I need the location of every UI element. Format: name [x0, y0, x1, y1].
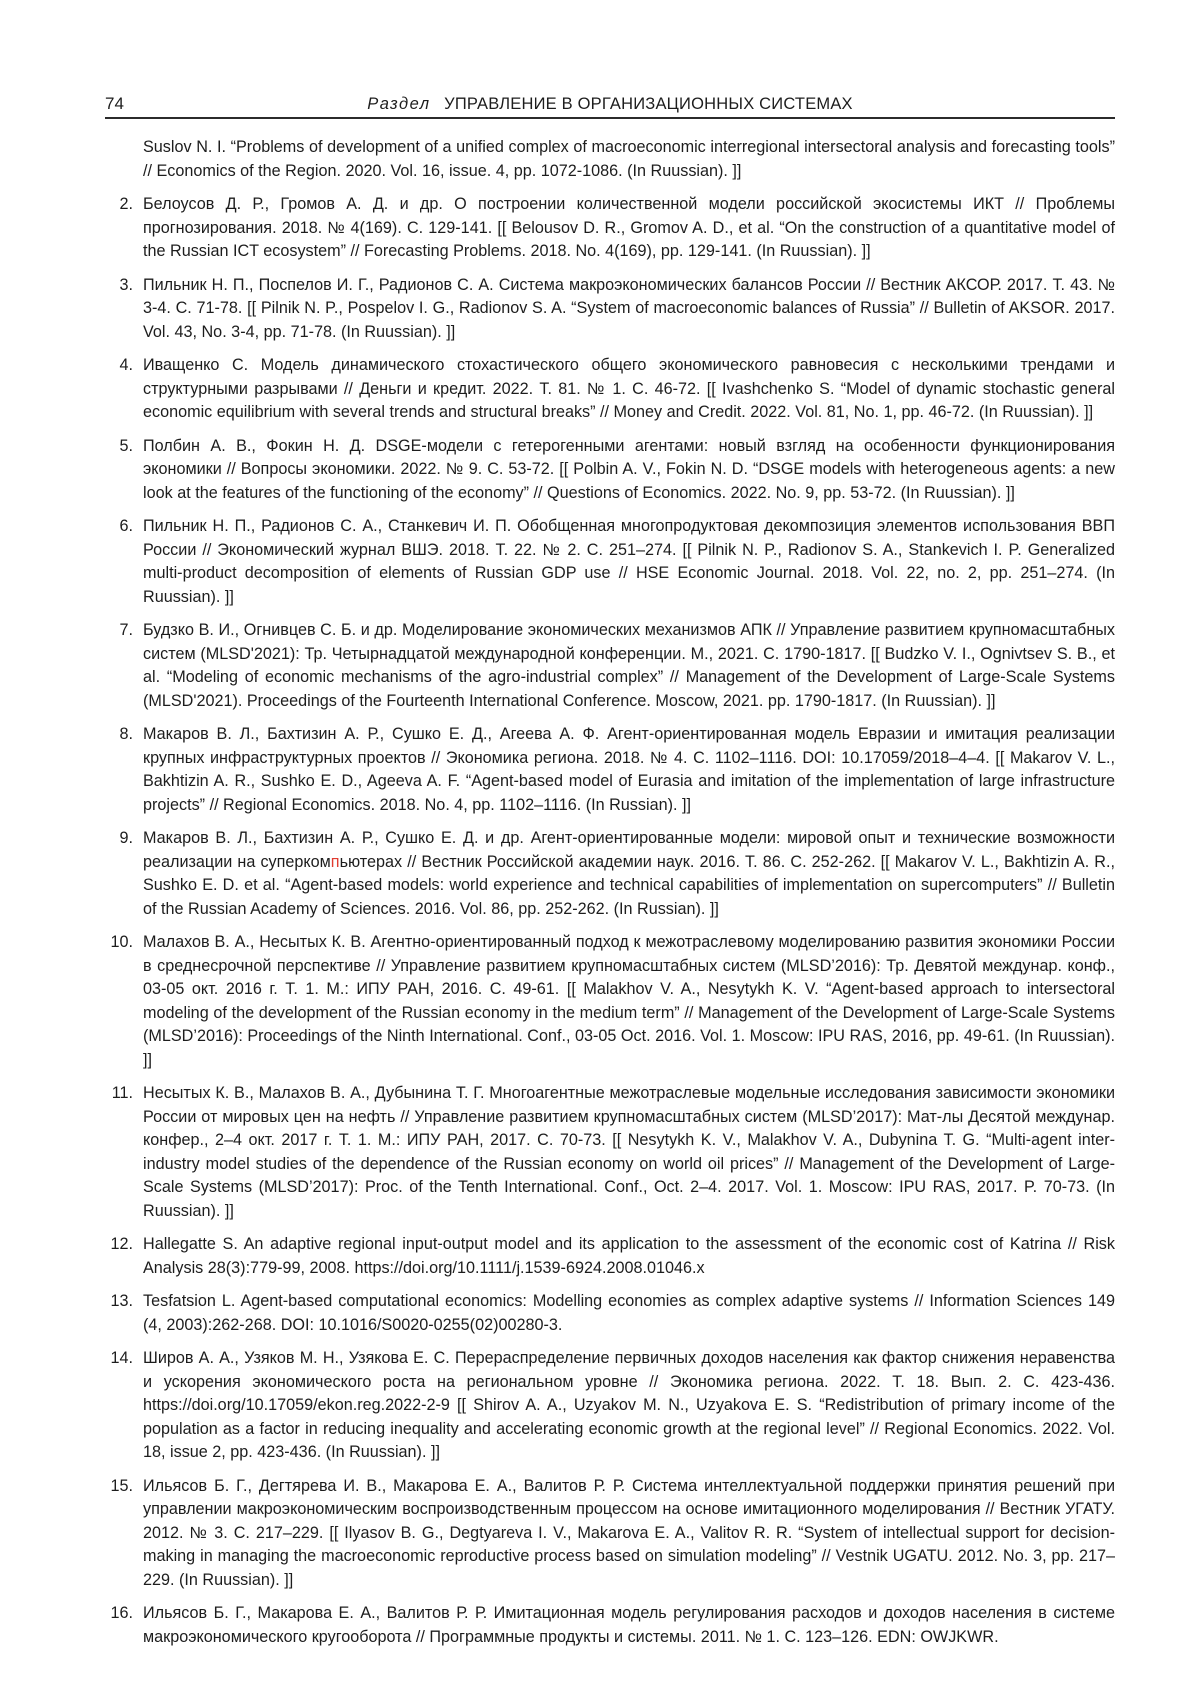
reference-number: 16.: [110, 1604, 133, 1622]
reference-number: 4.: [119, 356, 133, 374]
highlighted-letter: п: [330, 852, 340, 871]
reference-text-segment: Макаров В. Л., Бахтизин А. Р., Сушко Е. Д. и др. Агент-ориентированные модели: мировой опыт и технические возможности реализации на суперком: [143, 829, 1115, 871]
reference-item: [105, 1602, 1115, 1649]
reference-text-segment: ьютерах // Вестник Российской академии наук. 2016. Т. 86. С. 252-262. [[ Makarov V. L., Bakhtizin A. R., Sushko E. D. et al. “Agent-based models: world experience and technical capabilities of implementation on supercomputers” // Bulletin of the Russian Academy of Sciences. 2016. Vol. 86, pp. 252-262. (In Russian). ]]: [143, 852, 1115, 918]
reference-text: [143, 515, 1115, 609]
reference-text: [143, 274, 1115, 345]
reference-text: [143, 723, 1115, 817]
reference-text-segment: Ильясов Б. Г., Макарова Е. А., Валитов Р. Р. Имитационная модель регулирования расходов и доходов населения в системе макроэкономического кругооборота // Программные продукты и системы. 2011. № 1. С. 123–126. EDN: OWJKWR.: [143, 1604, 1115, 1646]
reference-number: 5.: [119, 436, 133, 455]
reference-text-segment: Tesfatsion L. Agent-based computational economics: Modelling economies as complex adaptive systems // Information Sciences 149 (4, 2003):262-268. DOI: 10.1016/S0020-0255(02)00280-3.: [143, 1292, 1115, 1334]
reference-item: [105, 1082, 1115, 1223]
reference-number: 11.: [111, 1084, 133, 1102]
reference-number: 9.: [119, 829, 133, 847]
reference-text: [143, 931, 1115, 1072]
running-head-section-label: Раздел: [367, 95, 431, 113]
reference-text-segment: Малахов В. А., Несытых К. В. Агентно-ориентированный подход к межотраслевому моделированию развития экономики России в среднесрочной перспективе // Управление развитием крупномасштабных систем (MLSD’2016): Тр. Девятой междунар. конф., 03-05 окт. 2016 г. Т. 1. М.: ИПУ РАН, 2016. С. 49-61. [[ Malakhov V. A., Nesytykh K. V. “Agent-based approach to intersectoral modeling of the development of the Russian economy in the medium term” // Management of the Development of Large-Scale Systems (MLSD’2016): Proceedings of the Ninth International. Conf., 03-05 Oct. 2016. Vol. 1. Moscow: IPU RAS, 2016, pp. 49-61. (In Ruussian). ]]: [143, 933, 1115, 1069]
reference-text: [143, 354, 1115, 425]
reference-item: [105, 1475, 1115, 1593]
running-head: [105, 95, 1115, 114]
reference-text: [143, 193, 1115, 264]
reference-text: [143, 1290, 1115, 1337]
reference-text-segment: Широв А. А., Узяков М. Н., Узякова Е. С. Перераспределение первичных доходов населения как фактор снижения неравенства и ускорения экономического роста на региональном уровне // Экономика региона. 2022. Т. 18. Вып. 2. С. 423-436. https://doi.org/10.17059/ekon.reg.2022-2-9 [[ Shirov A. A., Uzyakov M. N., Uzyakova E. S. “Redistribution of primary income of the population as a factor in reducing inequality and accelerating economic growth at the regional level” // Regional Economics. 2022. Vol. 18, issue 2, pp. 423-436. (In Ruussian). ]]: [143, 1349, 1115, 1461]
reference-item: [105, 193, 1115, 264]
reference-item: [105, 515, 1115, 609]
reference-text: [143, 435, 1115, 506]
reference-item: [105, 827, 1115, 921]
reference-number: 3.: [119, 275, 133, 294]
reference-text-segment: Полбин А. В., Фокин Н. Д. DSGE-модели с гетерогенными агентами: новый взгляд на особенности функционирования экономики // Вопросы экономики. 2022. № 9. С. 53-72. [[ Polbin A. V., Fokin N. D. “DSGE models with heterogeneous agents: a new look at the features of the functioning of the economy” // Questions of Economics. 2022. No. 9, pp. 53-72. (In Ruussian). ]]: [143, 436, 1115, 502]
reference-continuation-text: Suslov N. I. “Problems of development of a unified complex of macroeconomic interregional intersectoral analysis and forecasting tools” // Economics of the Region. 2020. Vol. 16, issue. 4, pp. 1072-1086. (In Ruussian). ]]: [143, 138, 1115, 180]
reference-item: [105, 1347, 1115, 1465]
reference-text-segment: Ильясов Б. Г., Дегтярева И. В., Макарова Е. А., Валитов Р. Р. Система интеллектуальной поддержки принятия решений при управлении макроэкономическим воспроизводственным процессом на основе имитационного моделирования // Вестник УГАТУ. 2012. № 3. С. 217–229. [[ Ilyasov B. G., Degtyareva I. V., Makarova E. A., Valitov R. R. “System of intellectual support for decision-making in managing the macroeconomic reproductive process based on simulation modeling” // Vestnik UGATU. 2012. No. 3, pp. 217–229. (In Ruussian). ]]: [143, 1476, 1115, 1589]
reference-number: 15.: [110, 1476, 133, 1495]
reference-text: [143, 1082, 1115, 1223]
reference-number: 13.: [110, 1292, 133, 1310]
reference-text: [143, 1233, 1115, 1280]
reference-number: 14.: [110, 1349, 133, 1367]
reference-text-segment: Белоусов Д. Р., Громов А. Д. и др. О построении количественной модели российской экосистемы ИКТ // Проблемы прогнозирования. 2018. № 4(169). С. 129-141. [[ Belousov D. R., Gromov A. D., et al. “On the construction of a quantitative model of the Russian ICT ecosystem” // Forecasting Problems. 2018. No. 4(169), pp. 129-141. (In Ruussian). ]]: [143, 195, 1115, 260]
reference-text-segment: Пильник Н. П., Радионов С. А., Станкевич И. П. Обобщенная многопродуктовая декомпозиция элементов использования ВВП России // Экономический журнал ВШЭ. 2018. Т. 22. № 2. С. 251–274. [[ Pilnik N. P., Radionov S. A., Stankevich I. P. Generalized multi-product decomposition of elements of Russian GDP use // HSE Economic Journal. 2018. Vol. 22, no. 2, pp. 251–274. (In Ruussian). ]]: [143, 517, 1115, 606]
reference-text-segment: Иващенко С. Модель динамического стохастического общего экономического равновесия с несколькими трендами и структурными разрывами // Деньги и кредит. 2022. Т. 81. № 1. С. 46-72. [[ Ivashchenko S. “Model of dynamic stochastic general economic equilibrium with several trends and structural breaks” // Money and Credit. 2022. Vol. 81, No. 1, pp. 46-72. (In Ruussian). ]]: [143, 356, 1115, 421]
reference-items-container: [105, 193, 1115, 1649]
reference-number: 8.: [119, 725, 133, 743]
reference-number: 2.: [119, 195, 133, 213]
running-head-section-title: УПРАВЛЕНИЕ В ОРГАНИЗАЦИОННЫХ СИСТЕМАХ: [444, 95, 853, 113]
reference-item: [105, 435, 1115, 506]
reference-number: 10.: [110, 933, 133, 951]
reference-text: [143, 1347, 1115, 1465]
reference-item: [105, 723, 1115, 817]
reference-item: [105, 1290, 1115, 1337]
reference-text: [143, 827, 1115, 921]
reference-text-segment: Hallegatte S. An adaptive regional input-output model and its application to the assessment of the economic cost of Katrina // Risk Analysis 28(3):779-99, 2008. https://doi.org/10.1111/j.1539-6924.2008.01046.x: [143, 1235, 1115, 1277]
reference-item: [105, 931, 1115, 1072]
reference-text-segment: Будзко В. И., Огнивцев С. Б. и др. Моделирование экономических механизмов АПК // Управление развитием крупномасштабных систем (MLSD'2021): Тр. Четырнадцатой международной конференции. М., 2021. С. 1790-1817. [[ Budzko V. I., Ognivtsev S. B., et al. “Modeling of economic mechanisms of the agro-industrial complex” // Management of the Development of Large-Scale Systems (MLSD'2021). Proceedings of the Fourteenth International Conference. Moscow, 2021. pp. 1790-1817. (In Ruussian). ]]: [143, 621, 1115, 710]
reference-list: [105, 136, 1115, 1649]
reference-item: [105, 354, 1115, 425]
reference-number: 7.: [119, 621, 133, 639]
reference-text-segment: Макаров В. Л., Бахтизин А. Р., Сушко Е. Д., Агеева А. Ф. Агент-ориентированная модель Евразии и имитация реализации крупных инфраструктурных проектов // Экономика региона. 2018. № 4. С. 1102–1116. DOI: 10.17059/2018–4–4. [[ Makarov V. L., Bakhtizin A. R., Sushko E. D., Ageeva A. F. “Agent-based model of Eurasia and imitation of the implementation of large infrastructure projects” // Regional Economics. 2018. No. 4, pp. 1102–1116. (In Russian). ]]: [143, 725, 1115, 814]
reference-text-segment: Пильник Н. П., Поспелов И. Г., Радионов С. А. Система макроэкономических балансов России // Вестник АКСОР. 2017. Т. 43. № 3-4. С. 71-78. [[ Pilnik N. P., Pospelov I. G., Radionov S. A. “System of macroeconomic balances of Russia” // Bulletin of AKSOR. 2017. Vol. 43, No. 3-4, pp. 71-78. (In Ruussian). ]]: [143, 275, 1115, 341]
reference-text: [143, 619, 1115, 713]
reference-text: [143, 1475, 1115, 1593]
reference-number: 12.: [110, 1235, 133, 1253]
page-number: 74: [105, 94, 124, 113]
reference-number: 6.: [119, 517, 133, 535]
reference-item: [105, 619, 1115, 713]
reference-item: [105, 274, 1115, 345]
reference-item: [105, 1233, 1115, 1280]
page-header: [105, 93, 1115, 119]
reference-text-segment: Несытых К. В., Малахов В. А., Дубынина Т. Г. Многоагентные межотраслевые модельные исследования зависимости экономики России от мировых цен на нефть // Управление развитием крупномасштабных систем (MLSD’2017): Мат-лы Десятой междунар. конфер., 2–4 окт. 2017 г. Т. 1. М.: ИПУ РАН, 2017. С. 70-73. [[ Nesytykh K. V., Malakhov V. A., Dubynina T. G. “Multi-agent inter-industry model studies of the dependence of the Russian economy on world oil prices” // Management of the Development of Large-Scale Systems (MLSD’2017): Proc. of the Tenth International. Conf., Oct. 2–4. 2017. Vol. 1. Moscow: IPU RAS, 2017. P. 70-73. (In Ruussian). ]]: [143, 1084, 1115, 1220]
reference-text: [143, 1602, 1115, 1649]
